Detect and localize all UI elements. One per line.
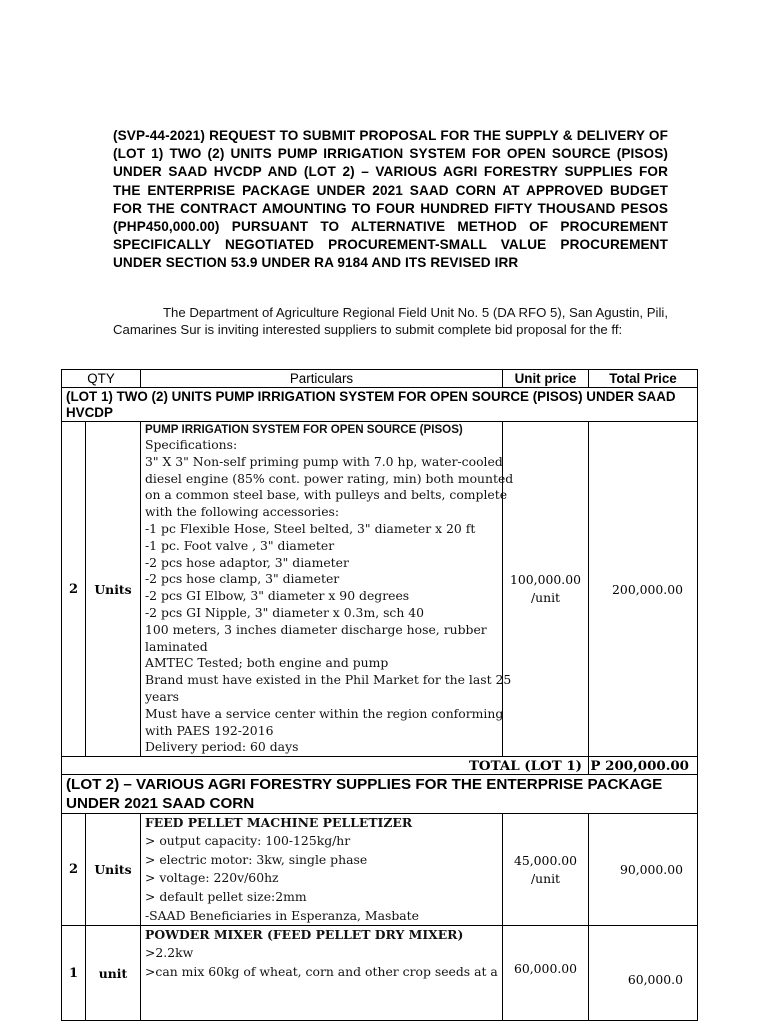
item-name: POWDER MIXER (FEED PELLET DRY MIXER)	[145, 927, 464, 943]
qty-cell: 2	[62, 422, 86, 757]
qty-cell: 2	[62, 814, 86, 926]
unit-cell: Units	[86, 814, 141, 926]
table-row	[62, 926, 698, 1021]
document-title: (SVP-44-2021) REQUEST TO SUBMIT PROPOSAL FOR THE SUPPLY & DELIVERY OF (LOT 1) TWO (2) UNITS PUMP IRRIGATION SYSTEM FOR OPEN SOURCE (PISOS) UNDER SAAD HVCDP AND (LOT 2) – VARIOUS AGRI FORESTRY SUPPLIES FOR THE ENTERPRISE PACKAGE UNDER 2021 SAAD CORN AT APPROVED BUDGET FOR THE CONTRACT AMOUNTING TO FOUR HUNDRED FIFTY THOUSAND PESOS (PHP450,000.00) PURSUANT TO ALTERNATIVE METHOD OF PROCUREMENT SPECIFICALLY NEGOTIATED PROCUREMENT-SMALL VALUE PROCUREMENT UNDER SECTION 53.9 UNDER RA 9184 AND ITS REVISED IRR	[113, 128, 668, 271]
unit-price-value: 45,000.00	[513, 852, 578, 868]
unit-price-cell	[503, 814, 589, 926]
spec-lines	[145, 832, 498, 925]
spec-line: diesel engine (85% cont. power rating, min) both mounted	[145, 470, 514, 486]
table-row	[62, 422, 698, 757]
spec-line: Delivery period: 60 days	[145, 739, 299, 755]
items-table	[61, 369, 698, 1021]
intro-text: The Department of Agriculture Regional Field Unit No. 5 (DA RFO 5), San Agustin, Pili, Camarines Sur is inviting interested suppliers to submit complete bid proposal for the ff:	[113, 305, 669, 337]
lot2-heading: (LOT 2) – VARIOUS AGRI FORESTRY SUPPLIES FOR THE ENTERPRISE PACKAGE UNDER 2021 SAAD CORN	[62, 775, 698, 814]
unit-price-cell	[503, 422, 589, 757]
spec-line: 100 meters, 3 inches diameter discharge hose, rubber	[145, 621, 487, 637]
items-table-region	[61, 369, 699, 988]
spec-line: AMTEC Tested; both engine and pump	[145, 655, 389, 671]
unit-cell: Units	[86, 422, 141, 757]
unit-price-suffix: /unit	[530, 590, 561, 606]
spec-line: laminated	[145, 638, 208, 654]
spec-line: > default pellet size:2mm	[145, 888, 307, 904]
particulars-cell	[141, 926, 503, 1021]
spec-line: years	[145, 688, 180, 704]
lot2-heading-row	[62, 775, 698, 814]
spec-line: -1 pc Flexible Hose, Steel belted, 3" diameter x 20 ft	[145, 520, 476, 536]
lot1-heading-row	[62, 388, 698, 422]
total-price-cell: 90,000.00	[589, 814, 698, 926]
spec-line: >can mix 60kg of wheat, corn and other crop seeds at a	[145, 963, 498, 979]
qty-cell: 1	[62, 926, 86, 1021]
spec-line: with the following accessories:	[145, 504, 340, 520]
unit-price-value: 100,000.00	[510, 572, 581, 588]
unit-price-value: 60,000.00	[513, 961, 578, 977]
item-name: FEED PELLET MACHINE PELLETIZER	[145, 815, 413, 831]
unit-cell: unit	[86, 926, 141, 1021]
header-qty: QTY	[62, 370, 141, 388]
lot1-total-label: TOTAL (LOT 1)	[62, 757, 589, 775]
spec-line: Specifications:	[145, 437, 238, 452]
item-name: PUMP IRRIGATION SYSTEM FOR OPEN SOURCE (PISOS)	[145, 423, 463, 436]
total-price-cell: 200,000.00	[589, 422, 698, 757]
spec-line: -2 pcs GI Nipple, 3" diameter x 0.3m, sch 40	[145, 604, 425, 620]
spec-lines	[145, 437, 514, 756]
spec-line: -2 pcs GI Elbow, 3" diameter x 90 degrees	[145, 588, 410, 604]
lot1-total-value: P 200,000.00	[589, 757, 698, 775]
spec-line: -2 pcs hose adaptor, 3" diameter	[145, 554, 349, 570]
spec-line: -2 pcs hose clamp, 3" diameter	[145, 571, 340, 587]
spec-line: -SAAD Beneficiaries in Esperanza, Masbate	[145, 907, 419, 923]
lot1-total-row	[62, 757, 698, 775]
lot1-heading: (LOT 1) TWO (2) UNITS PUMP IRRIGATION SYSTEM FOR OPEN SOURCE (PISOS) UNDER SAAD HVCDP	[62, 388, 698, 422]
total-price-cell: 60,000.0	[589, 926, 698, 1021]
spec-line: > output capacity: 100-125kg/hr	[145, 833, 351, 849]
header-particulars: Particulars	[141, 370, 503, 388]
spec-line: on a common steel base, with pulleys and belts, complete	[145, 487, 508, 503]
spec-line: >2.2kw	[145, 945, 194, 961]
spec-line: with PAES 192-2016	[145, 722, 274, 738]
spec-line: -1 pc. Foot valve , 3" diameter	[145, 537, 335, 553]
particulars-cell	[141, 422, 514, 757]
particulars-cell	[141, 814, 503, 926]
header-total-price: Total Price	[589, 370, 698, 388]
unit-price-cell	[503, 926, 589, 1021]
spec-lines	[145, 944, 498, 981]
table-header-row	[62, 370, 698, 388]
spec-line: Brand must have existed in the Phil Market for the last 25	[145, 672, 512, 688]
table-row	[62, 814, 698, 926]
spec-line: > electric motor: 3kw, single phase	[145, 851, 368, 867]
spec-line: Must have a service center within the region conforming	[145, 705, 504, 721]
spec-line: > voltage: 220v/60hz	[145, 870, 279, 886]
header-unit-price: Unit price	[503, 370, 589, 388]
unit-price-suffix: /unit	[530, 870, 561, 886]
spec-line: 3" X 3" Non-self priming pump with 7.0 hp, water-cooled	[145, 453, 503, 469]
intro-paragraph	[113, 304, 668, 338]
